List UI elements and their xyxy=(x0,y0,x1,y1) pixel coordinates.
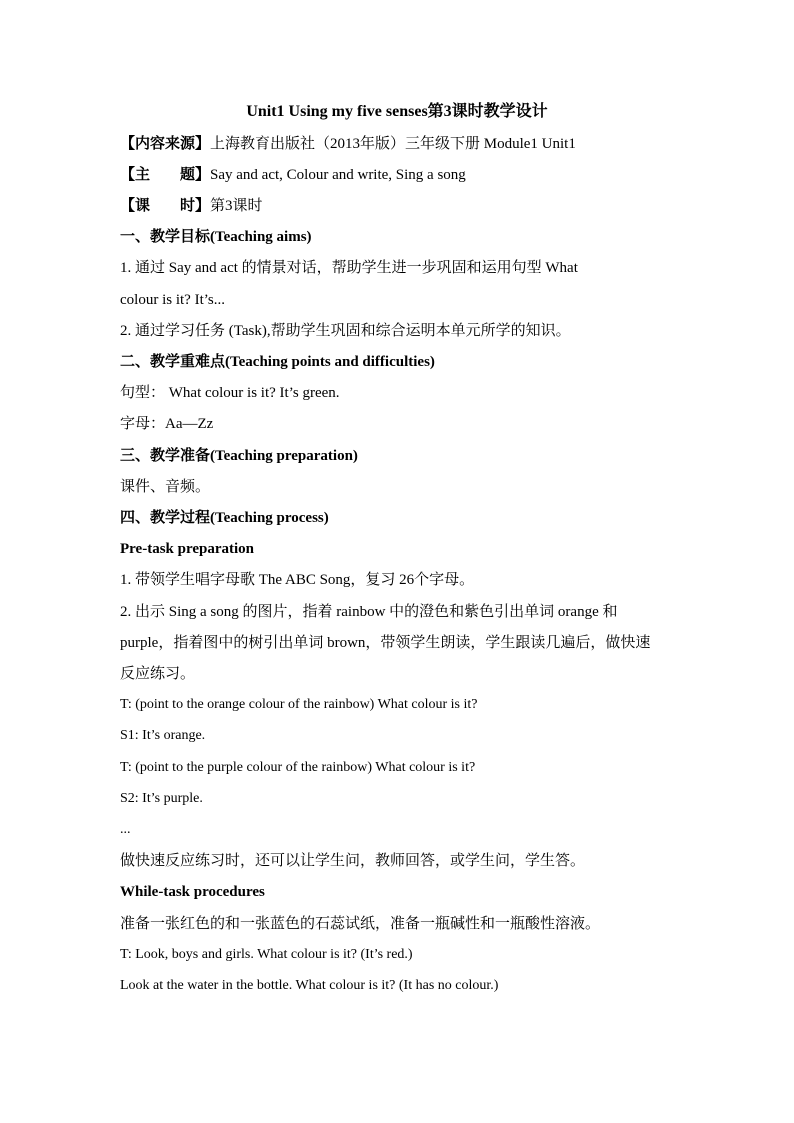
point-sentence-pattern: 句型： What colour is it? It’s green. xyxy=(120,385,340,401)
aim-2: 2. 通过学习任务 (Task),帮助学生巩固和综合运明本单元所学的知识。 xyxy=(120,323,571,339)
aim-1-line-2: colour is it? It’s... xyxy=(120,292,225,308)
period-value: 第3课时 xyxy=(210,198,263,214)
pre-task-step-1: 1. 带领学生唱字母歌 The ABC Song，复习 26个字母。 xyxy=(120,572,475,588)
section-heading-aims: 一、教学目标(Teaching aims) xyxy=(120,229,312,245)
while-task-dialog-2: Look at the water in the bottle. What colour is it? (It has no colour.) xyxy=(120,978,499,993)
theme-value: Say and act, Colour and write, Sing a song xyxy=(210,167,466,183)
dialog-ellipsis: ... xyxy=(120,822,131,837)
theme-label: 【主 题】 xyxy=(120,167,211,183)
dialog-line-3: T: (point to the purple colour of the rainbow) What colour is it? xyxy=(120,760,476,775)
source-value: 上海教育出版社（2013年版）三年级下册 Module1 Unit1 xyxy=(210,136,576,152)
pre-task-step-2-line-2: purple，指着图中的树引出单词 brown，带领学生朗读，学生跟读几遍后，做快速 xyxy=(120,635,651,651)
point-letters: 字母：Aa—Zz xyxy=(120,416,214,432)
while-task-step-1: 准备一张红色的和一张蓝色的石蕊试纸，准备一瓶碱性和一瓶酸性溶液。 xyxy=(120,916,601,932)
dialog-line-1: T: (point to the orange colour of the rainbow) What colour is it? xyxy=(120,697,478,712)
period-row xyxy=(120,196,700,216)
practice-note: 做快速反应练习时，还可以让学生问，教师回答，或学生问，学生答。 xyxy=(120,853,586,869)
theme-row xyxy=(120,165,700,185)
while-task-heading: While-task procedures xyxy=(120,884,265,900)
dialog-line-4: S2: It’s purple. xyxy=(120,791,203,806)
section-heading-preparation: 三、教学准备(Teaching preparation) xyxy=(120,448,358,464)
pre-task-step-2-line-3: 反应练习。 xyxy=(120,666,196,682)
preparation-text: 课件、音频。 xyxy=(120,479,211,495)
document-title: Unit1 Using my five senses第3课时教学设计 xyxy=(246,103,548,120)
section-heading-points: 二、教学重难点(Teaching points and difficulties) xyxy=(120,354,435,370)
source-row xyxy=(120,134,700,154)
source-label: 【内容来源】 xyxy=(120,136,211,152)
section-heading-process: 四、教学过程(Teaching process) xyxy=(120,510,329,526)
while-task-dialog-1: T: Look, boys and girls. What colour is it? (It’s red.) xyxy=(120,947,413,962)
pre-task-step-2-line-1: 2. 出示 Sing a song 的图片，指着 rainbow 中的澄色和紫色引出单词 orange 和 xyxy=(120,604,618,620)
dialog-line-2: S1: It’s orange. xyxy=(120,728,206,743)
pre-task-heading: Pre-task preparation xyxy=(120,541,255,557)
period-label: 【课 时】 xyxy=(120,198,211,214)
aim-1-line-1: 1. 通过 Say and act 的情景对话，帮助学生进一步巩固和运用句型 What xyxy=(120,260,578,276)
